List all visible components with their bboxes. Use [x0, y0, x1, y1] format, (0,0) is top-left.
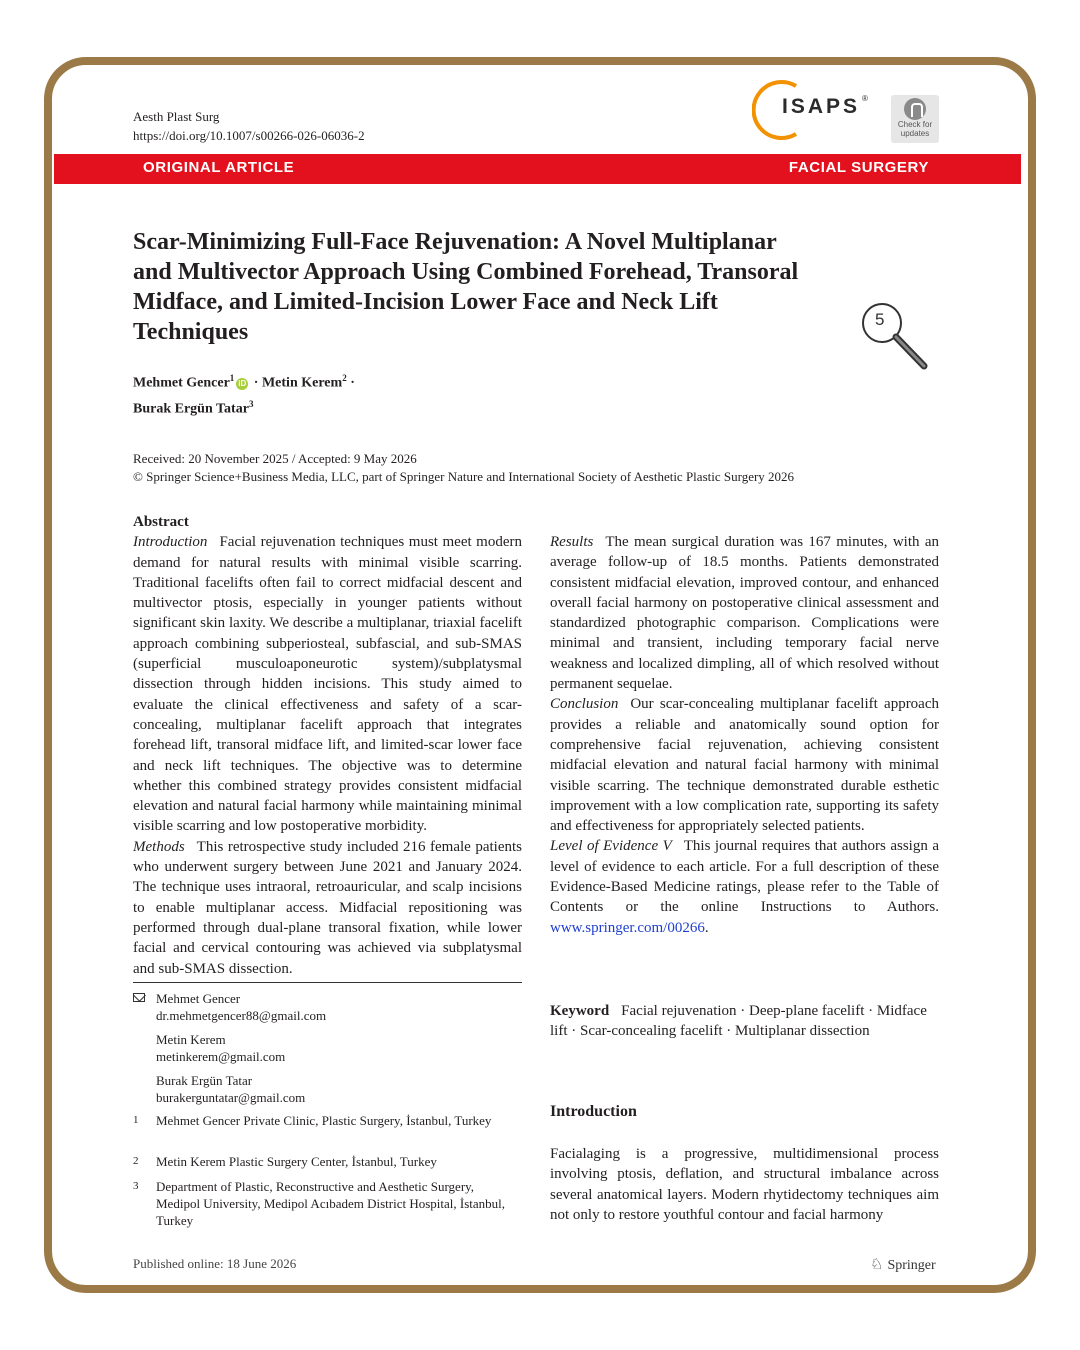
title-line: Midface, and Limited-Incision Lower Face and Neck Lift [133, 289, 718, 315]
contact-1 [133, 990, 522, 1024]
contact-name: Mehmet Gencer [156, 991, 241, 1006]
abstract-conclusion [550, 694, 939, 836]
contact-name: Metin Kerem [156, 1032, 226, 1047]
bookmark-icon [904, 98, 926, 120]
contact-email[interactable]: burakerguntatar@gmail.com [156, 1090, 306, 1105]
springer-link[interactable]: www.springer.com/00266 [550, 919, 705, 936]
section-label: Results [550, 534, 594, 550]
author-separator: · [346, 375, 355, 391]
article-title [133, 227, 893, 347]
abstract-right-column [550, 532, 939, 938]
title-line: Scar-Minimizing Full-Face Rejuvenation: A Novel Multiplanar [133, 229, 777, 255]
isaps-wordmark: ISAPS [782, 95, 861, 118]
affiliation-ref: 3 [248, 398, 254, 409]
author-list [133, 368, 355, 419]
article-type: ORIGINAL ARTICLE [143, 159, 295, 176]
article-type-banner [54, 154, 1021, 184]
section-text: This retrospective study included 216 female patients who underwent surgery between June 2021 and January 2024. The technique uses intraoral, retroauricular, and scalp incisions to enable multiplanar access. Midfacial repositioning was performed through dual-plane transoral fixation, while lower facial and cervical contouring was achieved via subplatysmal and sub-SMAS dissection. [133, 838, 522, 977]
contact-3 [133, 1072, 522, 1106]
keyword-list: Facial rejuvenation · Deep-plane facelift · Midface lift · Scar-concealing facelift · Multiplanar dissection [550, 1003, 927, 1040]
abstract-methods [133, 837, 522, 979]
section-text: The mean surgical duration was 167 minutes, with an average follow-up of 18.5 months. Patients demonstrated consistent midfacial elevation, improved contour, and enhanced overall facial harmony on postoperative clinical assessment and standardized photographic comparison. Complications were minimal and transient, including temporary facial nerve weakness and localized dimpling, all of which resolved without permanent sequelae. [550, 534, 939, 693]
abstract-left-column [133, 512, 522, 979]
section-text: This journal requires that authors assign a level of evidence to each article. For a full description of these Evidence-Based Medicine ratings, please refer to the Table of Contents or the online Instructions to Authors. [550, 838, 939, 916]
keyword-label: Keyword [550, 1003, 610, 1019]
section-label: Level of Evidence V [550, 838, 672, 855]
affiliation-ref: 2 [342, 373, 347, 383]
affiliation-number: 1 [133, 1114, 139, 1126]
keywords [550, 1001, 939, 1042]
contact-email[interactable]: metinkerem@gmail.com [156, 1049, 286, 1064]
copyright-line: © Springer Science+Business Media, LLC, part of Springer Nature and International Society of Aesthetic Plastic Surgery 2026 [133, 469, 795, 484]
abstract-results [550, 532, 939, 694]
magnifier-glass-icon [858, 302, 930, 372]
check-updates-line-1: Check for [897, 120, 933, 129]
received-accepted: Received: 20 November 2025 / Accepted: 9 May 2026 [133, 451, 417, 466]
check-updates-line-2: updates [900, 129, 930, 138]
author-name[interactable]: Mehmet Gencer [133, 375, 230, 391]
doi-link[interactable]: https://doi.org/10.1007/s00266-026-06036-2 [133, 128, 365, 143]
isaps-logo [752, 78, 872, 142]
affiliation-3 [133, 1178, 513, 1229]
introduction-heading: Introduction [550, 1103, 637, 1120]
publisher-name: Springer [887, 1258, 936, 1273]
affiliation-text: Mehmet Gencer Private Clinic, Plastic Surgery, İstanbul, Turkey [156, 1113, 492, 1128]
abstract-heading: Abstract [133, 514, 189, 530]
contact-name: Burak Ergün Tatar [156, 1073, 253, 1088]
affiliation-2 [133, 1153, 522, 1170]
abstract-level-of-evidence [550, 836, 939, 937]
author-separator: · [250, 375, 262, 391]
affiliation-number: 3 [133, 1180, 139, 1192]
check-for-updates-badge[interactable] [891, 95, 939, 143]
published-date: Published online: 18 June 2026 [133, 1256, 297, 1271]
introduction-text: Facialaging is a progressive, multidimensional process involving ptosis, deflation, and structural imbalance across several anatomical layers. Modern rhytidectomy techniques aim not only to restore youthful contour and facial harmony [550, 1146, 939, 1223]
title-line: Techniques [133, 319, 249, 345]
affiliation-ref: 1 [229, 373, 235, 383]
article-section: FACIAL SURGERY [788, 159, 929, 176]
section-label: Conclusion [550, 696, 619, 713]
author-name[interactable]: Metin Kerem [261, 375, 343, 391]
article-dates [133, 450, 794, 486]
mail-icon [133, 993, 145, 1002]
affiliation-1 [133, 1112, 493, 1129]
journal-header [133, 107, 365, 145]
affiliation-text: Department of Plastic, Reconstructive and Aesthetic Surgery, Medipol University, Medipol Acıbadem District Hospital, İstanbul, Turkey [156, 1179, 506, 1228]
springer-horse-icon: ♘ [870, 1257, 884, 1273]
magnifier-number: 5 [875, 310, 885, 329]
contact-2 [133, 1031, 522, 1065]
springer-logo [870, 1255, 936, 1274]
magnifier-icon [858, 302, 930, 372]
sentence-end: . [704, 919, 709, 936]
section-label: Methods [133, 838, 185, 855]
journal-name: Aesth Plast Surg [133, 109, 220, 124]
footnote-divider [133, 982, 522, 983]
contact-email[interactable]: dr.mehmetgencer88@gmail.com [156, 1008, 327, 1023]
section-text: Our scar-concealing multiplanar facelift approach provides a reliable and anatomically sound option for comprehensive facial rejuvenation, achieving consistent midfacial elevation and natural facial harmony with minimal visible scarring. The technique demonstrated durable esthetic improvement with a low complication rate, supporting its safety and effectiveness for appropriately selected patients. [550, 696, 939, 835]
isaps-registered: ® [862, 94, 868, 103]
affiliation-number: 2 [133, 1155, 139, 1167]
abstract-introduction [133, 532, 522, 836]
affiliation-text: Metin Kerem Plastic Surgery Center, İstanbul, Turkey [156, 1154, 437, 1169]
author-name[interactable]: Burak Ergün Tatar [133, 401, 249, 417]
section-text: Facial rejuvenation techniques must meet modern demand for natural results with minimal visible scarring. Traditional facelifts often fail to correct midfacial descent and multivector ptosis, especially in younger patients without significant skin laxity. We describe a multiplanar, triaxial facelift approach combining subperiosteal, subfascial, and sub-SMAS (superficial musculoaponeurotic system)/subplatysmal dissection through hidden incisions. This study aimed to evaluate the clinical effectiveness and safety of a scar-concealing, multiplanar facelift approach that integrates forehead lift, transoral midface lift, and limited-scar lower face and neck lift techniques. The objective was to determine whether this combined strategy provides consistent midfacial elevation and natural facial harmony while maintaining minimal visible scarring and low postoperative morbidity. [133, 534, 522, 835]
orcid-icon[interactable]: iD [238, 378, 247, 388]
section-label: Introduction [133, 534, 208, 551]
title-line: and Multivector Approach Using Combined Forehead, Transoral [133, 259, 799, 285]
